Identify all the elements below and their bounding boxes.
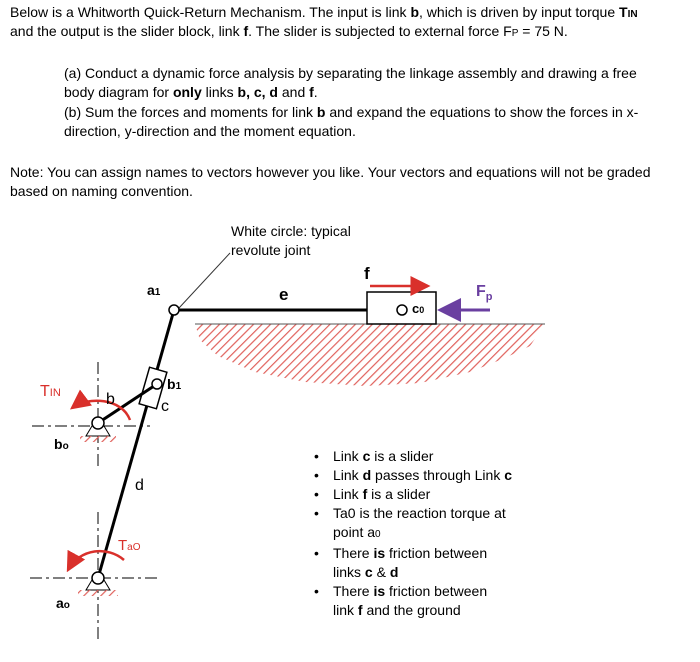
item-text: & — [372, 564, 390, 580]
part-a-only: only — [172, 84, 202, 100]
callout-line-1: White circle: typical — [231, 223, 351, 239]
item-bold: is — [373, 583, 386, 599]
item-bold: c — [364, 564, 373, 580]
list-item — [312, 447, 552, 466]
ground-pivot-a0 — [30, 512, 158, 640]
item-bold: d — [389, 564, 399, 580]
item-bold: f — [357, 602, 363, 618]
label-a1-sub: 1 — [154, 287, 161, 298]
item-text: links — [333, 564, 365, 580]
part-a-link-f: f — [309, 84, 314, 100]
item-text: link — [333, 602, 358, 618]
list-item — [312, 544, 552, 582]
intro-text: = 75 N. — [518, 23, 568, 39]
item-bold: f — [362, 486, 368, 502]
item-bold: c — [362, 448, 371, 464]
intro-text: and the output is the slider block, link — [10, 23, 244, 39]
label-tao — [118, 537, 141, 554]
label-a1 — [147, 282, 160, 298]
item-text: There — [333, 545, 374, 561]
note-line-2: based on naming convention. — [10, 183, 193, 199]
label-e: e — [279, 285, 289, 304]
list-item — [312, 485, 552, 504]
part-a-line-1: (a) Conduct a dynamic force analysis by separating the linkage assembly and drawing a free — [64, 65, 637, 81]
joint-b1 — [152, 379, 162, 389]
item-text: passes through Link — [371, 467, 505, 483]
item-text: Link — [333, 486, 363, 502]
label-fp — [476, 283, 493, 301]
part-a-text: and — [277, 84, 310, 100]
part-b-line-2: direction, y-direction and the moment equation. — [64, 123, 356, 139]
label-a1-main: a — [147, 282, 155, 298]
item-text: is a slider — [370, 448, 434, 464]
label-f: f — [364, 264, 370, 283]
intro-torque-t: T — [619, 4, 628, 20]
label-b1-sub: 1 — [175, 381, 182, 392]
label-tao-sub: aO — [127, 542, 141, 553]
label-b1 — [167, 376, 181, 392]
notes-list — [312, 447, 552, 620]
intro-torque-sub: IN — [627, 9, 638, 20]
part-b-text: (b) Sum the forces and moments for link — [64, 104, 317, 120]
item-bold: is — [373, 545, 386, 561]
list-item — [312, 466, 552, 485]
label-tin — [40, 383, 61, 401]
item-sub: 0 — [375, 529, 381, 540]
part-a-links: b, c, d — [237, 84, 278, 100]
label-c: c — [161, 398, 169, 415]
item-text: is a slider — [367, 486, 431, 502]
item-text: Ta0 is the reaction torque at — [333, 505, 506, 521]
ground-hatch — [195, 324, 545, 386]
item-bold: d — [362, 467, 372, 483]
item-text: friction between — [385, 583, 488, 599]
intro-link-b: b — [410, 4, 420, 20]
list-item — [312, 504, 552, 544]
intro-force-sub: P — [511, 28, 519, 39]
joint-a1 — [169, 305, 179, 315]
part-a-text: links — [201, 84, 238, 100]
part-a-text: body diagram for — [64, 84, 173, 100]
label-c0-main: c — [412, 301, 420, 316]
label-b: b — [106, 391, 115, 408]
label-a0-main: a — [56, 595, 64, 611]
item-text: There — [333, 583, 374, 599]
part-a-text: . — [313, 84, 318, 100]
callout-line-2: revolute joint — [231, 242, 311, 258]
item-text: point a — [333, 524, 376, 540]
callout-leader — [179, 253, 230, 308]
part-b-text: and expand the equations to show the forces in x- — [325, 104, 639, 120]
label-b0-main: b — [54, 436, 63, 452]
intro-text: , which is driven by input torque — [419, 4, 620, 20]
label-a0 — [56, 595, 70, 611]
intro-text: . The slider is subjected to external force F — [248, 23, 512, 39]
label-c0-sub: 0 — [419, 305, 425, 315]
label-fp-main: F — [476, 283, 486, 300]
intro-text: Below is a Whitworth Quick-Return Mechanism. The input is link — [10, 4, 411, 20]
label-a0-sub: o — [63, 600, 70, 611]
item-text: Link — [333, 448, 363, 464]
joint-c0 — [397, 305, 407, 315]
label-b1-main: b — [167, 376, 176, 392]
note-line-1: Note: You can assign names to vectors however you like. Your vectors and equations will not be graded — [10, 164, 651, 180]
item-text: friction between — [385, 545, 488, 561]
label-fp-sub: p — [485, 291, 493, 303]
torque-tao-arrow — [68, 551, 124, 570]
item-text: Link — [333, 467, 363, 483]
intro-link-f: f — [243, 23, 249, 39]
label-d: d — [135, 477, 144, 494]
label-tin-main: T — [40, 383, 50, 400]
label-tao-main: T — [118, 537, 128, 554]
label-tin-sub: IN — [49, 387, 61, 399]
label-b0 — [54, 436, 69, 452]
part-b-link-b: b — [316, 104, 326, 120]
item-bold: c — [504, 467, 513, 483]
label-b0-sub: o — [62, 441, 69, 452]
label-c0 — [412, 301, 424, 316]
item-text: and the ground — [362, 602, 461, 618]
list-item — [312, 582, 552, 620]
